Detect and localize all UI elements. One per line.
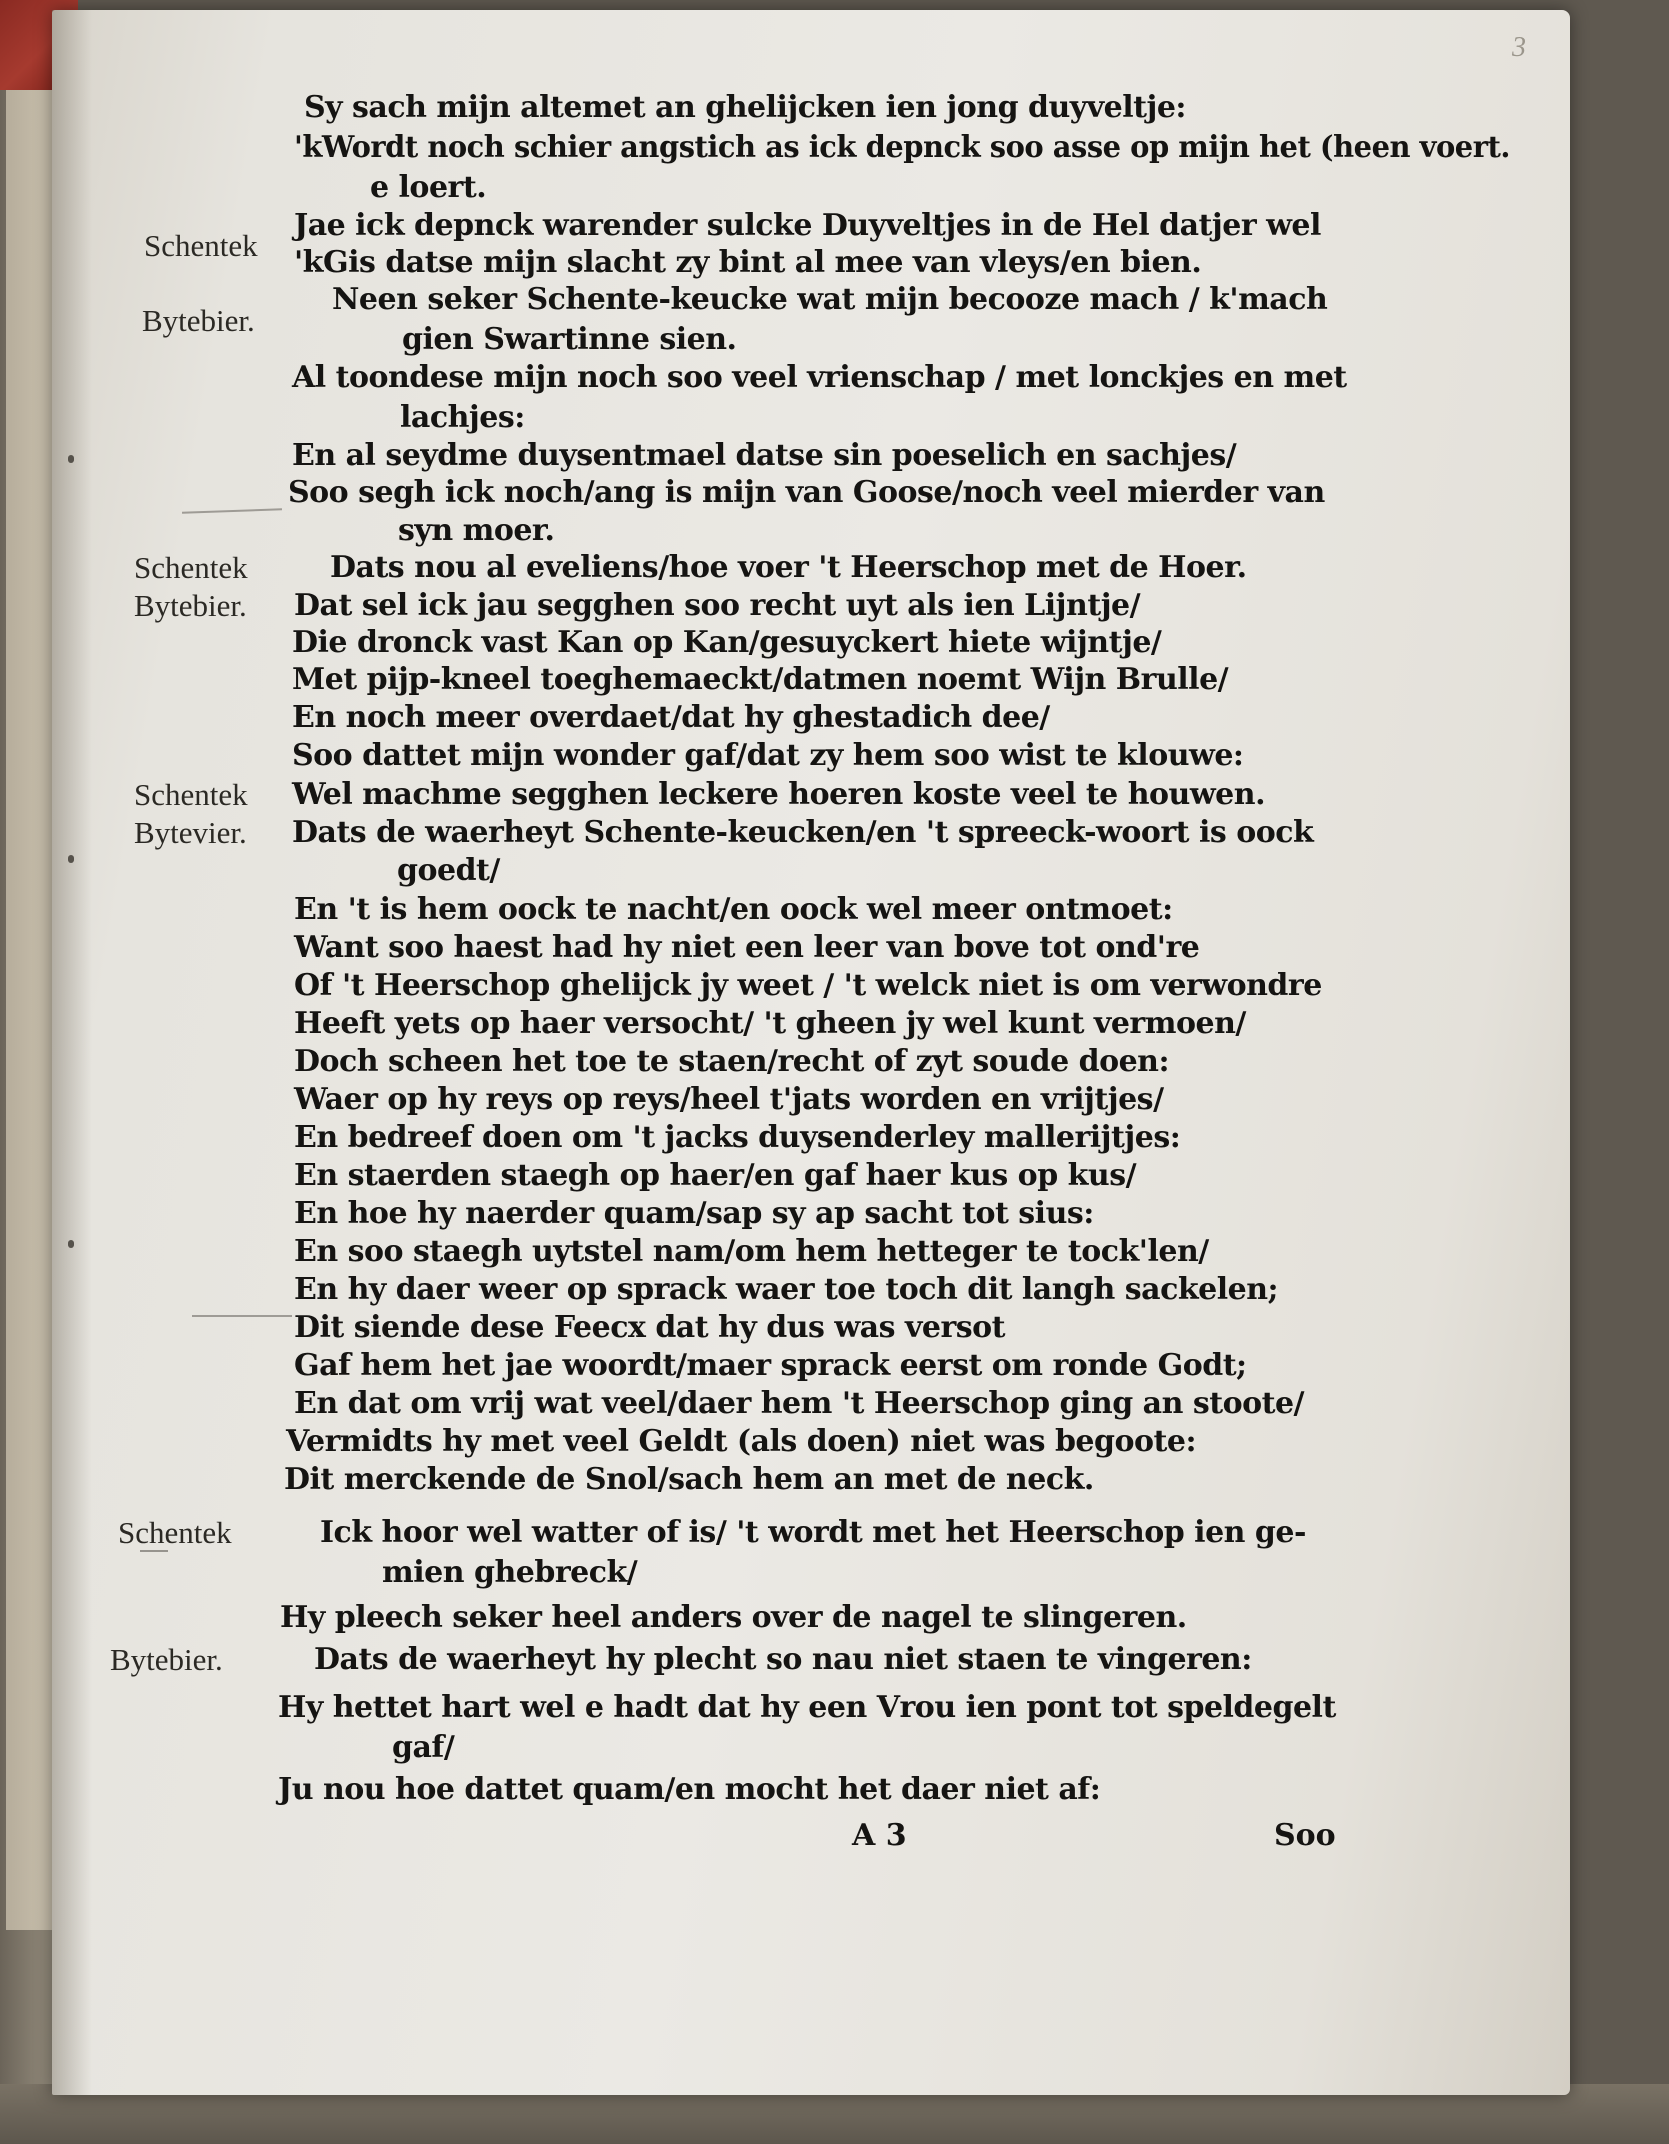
text-line: 'kGis datse mijn slacht zy bint al mee van vleys/en bien. <box>294 245 1202 280</box>
text-line: En hy daer weer op sprack waer toe toch dit langh sackelen; <box>294 1272 1279 1307</box>
text-line: Wel machme segghen leckere hoeren koste veel te houwen. <box>292 777 1266 812</box>
text-line: gien Swartinne sien. <box>402 322 737 357</box>
text-line: Dats nou al eveliens/hoe voer 't Heerschop met de Hoer. <box>330 550 1247 585</box>
text-line: Doch scheen het toe te staen/recht of zyt soude doen: <box>294 1044 1170 1079</box>
text-line: mien ghebreck/ <box>382 1555 638 1590</box>
text-line: Gaf hem het jae woordt/maer sprack eerst om ronde Godt; <box>294 1348 1247 1383</box>
text-line: Want soo haest had hy niet een leer van bove tot ond're <box>294 930 1200 965</box>
text-line: Al toondese mijn noch soo veel vrienschap / met lonckjes en met <box>292 360 1347 395</box>
text-line: Waer op hy reys op reys/heel t'jats worden en vrijtjes/ <box>294 1082 1164 1117</box>
signature-mark: A 3 <box>852 1818 907 1853</box>
text-line: En soo staegh uytstel nam/om hem hetteger te tock'len/ <box>294 1234 1209 1269</box>
page-number: 3 <box>1512 32 1526 63</box>
book-page <box>52 10 1570 2095</box>
margin-mark <box>68 1240 74 1248</box>
text-line: En al seydme duysentmael datse sin poeselich en sachjes/ <box>292 438 1237 473</box>
text-line: Ick hoor wel watter of is/ 't wordt met het Heerschop ien ge- <box>320 1515 1306 1550</box>
text-line: e loert. <box>370 170 487 205</box>
speaker-name: Bytebier. <box>110 1642 223 1677</box>
text-line: En staerden staegh op haer/en gaf haer kus op kus/ <box>294 1158 1137 1193</box>
text-line: Neen seker Schente-keucke wat mijn becooze mach / k'mach <box>332 282 1328 317</box>
text-line: Dit siende dese Feecx dat hy dus was versot <box>294 1310 1006 1345</box>
speaker-name: Bytebier. <box>142 303 255 338</box>
text-line: syn moer. <box>398 513 555 548</box>
text-line: Met pijp-kneel toeghemaeckt/datmen noemt Wijn Brulle/ <box>292 662 1229 697</box>
speaker-name: Bytevier. <box>134 815 247 850</box>
pencil-line <box>192 1315 292 1317</box>
text-line: gaf/ <box>392 1730 455 1765</box>
text-line: Dats de waerheyt hy plecht so nau niet staen te vingeren: <box>314 1642 1252 1677</box>
text-line: Sy sach mijn altemet an ghelijcken ien jong duyveltje: <box>304 90 1187 125</box>
text-line: Dat sel ick jau segghen soo recht uyt als ien Lijntje/ <box>294 588 1141 623</box>
text-line: Ju nou hoe dattet quam/en mocht het daer niet af: <box>278 1772 1101 1807</box>
text-line: En hoe hy naerder quam/sap sy ap sacht tot sius: <box>294 1196 1094 1231</box>
text-line: Of 't Heerschop ghelijck jy weet / 't welck niet is om verwondre <box>294 968 1322 1003</box>
text-line: goedt/ <box>397 853 500 888</box>
text-line: Vermidts hy met veel Geldt (als doen) niet was begoote: <box>286 1424 1197 1459</box>
text-line: Die dronck vast Kan op Kan/gesuyckert hiete wijntje/ <box>292 625 1162 660</box>
speaker-name: Bytebier. <box>134 588 247 623</box>
pencil-line <box>182 508 282 513</box>
speaker-name: Schentek <box>118 1515 232 1550</box>
text-line: En dat om vrij wat veel/daer hem 't Heerschop ging an stoote/ <box>294 1386 1305 1421</box>
text-line: lachjes: <box>400 400 525 435</box>
text-line: Heeft yets op haer versocht/ 't gheen jy wel kunt vermoen/ <box>294 1006 1246 1041</box>
margin-mark <box>68 855 74 863</box>
text-line: Soo segh ick noch/ang is mijn van Goose/noch veel mierder van <box>288 475 1325 510</box>
page-gutter-shadow <box>52 10 92 2095</box>
text-line: En noch meer overdaet/dat hy ghestadich dee/ <box>292 700 1050 735</box>
text-line: En bedreef doen om 't jacks duysenderley mallerijtjes: <box>294 1120 1181 1155</box>
text-line: 'kWordt noch schier angstich as ick depnck soo asse op mijn het (heen voert. <box>294 130 1510 165</box>
text-line: Hy pleech seker heel anders over de nagel te slingeren. <box>280 1600 1187 1635</box>
margin-mark <box>68 455 74 463</box>
speaker-name: Schentek <box>134 550 248 585</box>
text-line: Hy hettet hart wel e hadt dat hy een Vrou ien pont tot speldegelt <box>278 1690 1336 1725</box>
text-line: Dats de waerheyt Schente-keucken/en 't spreeck-woort is oock <box>292 815 1314 850</box>
text-line: Dit merckende de Snol/sach hem an met de neck. <box>284 1462 1094 1497</box>
speaker-name: Schentek <box>144 228 258 263</box>
text-line: Jae ick depnck warender sulcke Duyveltjes in de Hel datjer wel <box>294 208 1321 243</box>
catchword: Soo <box>1274 1818 1336 1853</box>
text-line: Soo dattet mijn wonder gaf/dat zy hem soo wist te klouwe: <box>292 738 1244 773</box>
speaker-name: Schentek <box>134 777 248 812</box>
text-line: En 't is hem oock te nacht/en oock wel meer ontmoet: <box>294 892 1173 927</box>
